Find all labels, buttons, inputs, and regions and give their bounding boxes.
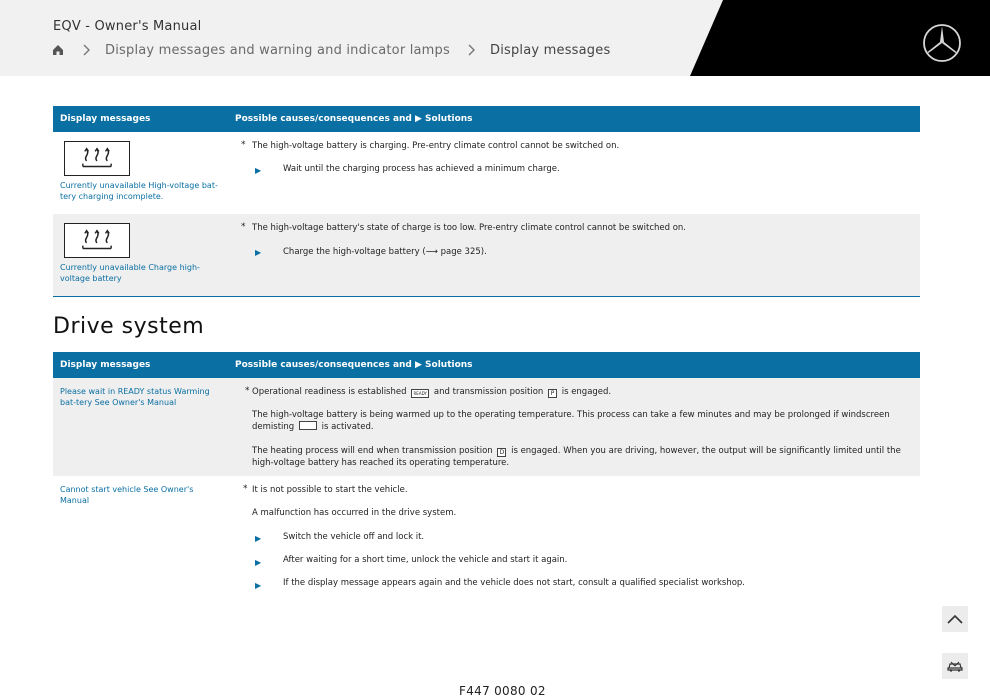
readiness-text [252,386,912,398]
gear-d-icon: D [497,448,506,457]
warming-text-part: The high-voltage battery is being warmed up to the operating temperature. This process can take a few minutes and may be prolonged if windscreen demisting [252,410,890,432]
breadcrumb-current: Display messages [489,42,611,58]
solution-step: Switch the vehicle off and lock it. [283,532,425,542]
bullet-icon: * [241,222,246,232]
warming-text [252,409,912,433]
figure-code: F447 0080 02 [459,684,546,698]
solution-text: Charge the high-voltage battery (⟶ page 325). [283,247,487,257]
heating-text-part: is engaged. When you are driving, however, the output will be significantly limited until the high-voltage battery has reached its operating temperature. [252,446,901,468]
heating-text-part: The heating process will end when transmission position [252,446,493,456]
mercedes-star-icon[interactable] [922,23,962,63]
solution-arrow-icon: ▶ [255,534,262,543]
bullet-icon: * [245,386,250,396]
table-row [53,378,920,476]
column-header-display-messages: Display messages [60,114,151,124]
bullet-icon: * [241,140,246,150]
display-message-link[interactable]: Cannot start vehicle See Owner's Manual [60,485,194,505]
heating-text [252,445,912,469]
breadcrumb-parent-link[interactable]: Display messages and warning and indicator lamps [105,42,450,58]
table-row [53,214,920,296]
warming-text-part: is activated. [321,422,374,432]
table-header [53,352,920,378]
cause-text: It is not possible to start the vehicle. [252,485,408,495]
solution-arrow-icon: ▶ [255,558,262,567]
column-header-causes-solutions: Possible causes/consequences and ▶ Solutions [235,360,473,370]
app-title: EQV - Owner's Manual [53,19,202,34]
solution-text: Wait until the charging process has achieved a minimum charge. [283,164,560,174]
cause-text: The high-voltage battery is charging. Pre-entry climate control cannot be switched on. [252,141,620,151]
windscreen-demisting-icon [299,421,317,430]
bullet-icon: * [243,484,248,494]
display-message-text: Currently unavailable Charge high-voltage battery [60,263,200,283]
chevron-right-icon [82,44,90,56]
chevron-right-icon [467,44,475,56]
gear-p-icon: P [548,389,557,398]
solution-arrow-icon: ▶ [255,166,262,175]
solution-arrow-icon: ▶ [255,248,262,257]
readiness-text-part: and transmission position [433,387,544,397]
section-title: Drive system [53,314,205,339]
column-header-causes-solutions: Possible causes/consequences and ▶ Solutions [235,114,473,124]
vehicle-icon [947,660,963,672]
column-header-display-messages: Display messages [60,360,151,370]
solution-arrow-icon: ▶ [255,581,262,590]
cause-text: The high-voltage battery's state of charge is too low. Pre-entry climate control cannot be switched on. [252,223,687,233]
solution-step: After waiting for a short time, unlock the vehicle and start it again. [283,555,568,565]
breadcrumb [52,41,610,59]
table-header [53,106,920,132]
table-row [53,132,920,214]
home-icon[interactable] [52,44,64,56]
solution-step: If the display message appears again and the vehicle does not start, consult a qualified specialist workshop. [283,578,746,588]
table-bottom-divider [53,296,920,297]
detail-text: A malfunction has occurred in the drive system. [252,508,457,518]
readiness-text-part: is engaged. [561,387,612,397]
display-message-link[interactable]: Please wait in READY status Warming bat-tery See Owner's Manual [60,387,210,407]
display-message-text: Currently unavailable High-voltage bat-tery charging incomplete. [60,181,218,201]
scroll-to-top-button[interactable] [942,606,968,632]
table-row [53,476,920,598]
chevron-up-icon [947,614,963,624]
readiness-text-part: Operational readiness is established [252,387,407,397]
ready-indicator-icon: READY [411,389,429,398]
battery-charging-icon [64,223,130,258]
vehicle-button[interactable] [942,653,968,679]
battery-charging-icon [64,141,130,176]
